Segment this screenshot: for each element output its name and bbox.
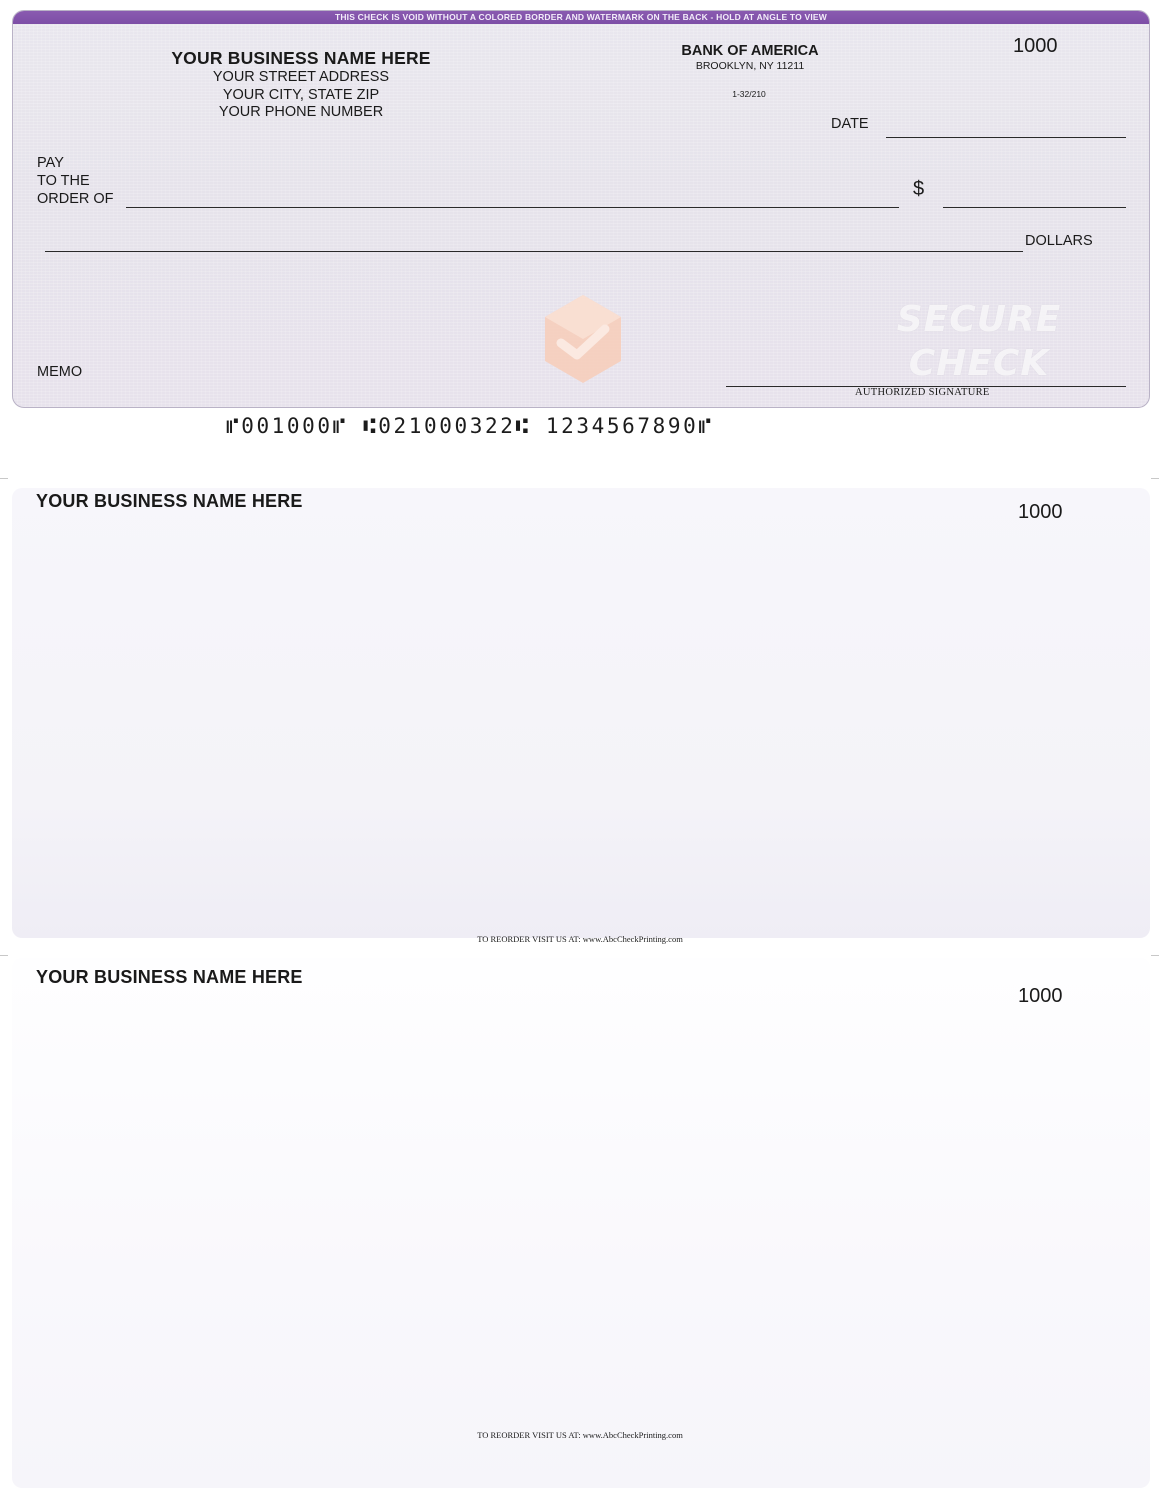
pay-label-line-1: PAY <box>37 155 64 171</box>
watermark-line-2: CHECK <box>908 343 1050 384</box>
pay-label-line-2: TO THE <box>37 173 90 189</box>
written-amount-line[interactable] <box>45 251 1023 252</box>
date-line[interactable] <box>886 137 1126 138</box>
payee-line[interactable] <box>126 207 899 208</box>
voucher-stub-1 <box>12 488 1150 938</box>
date-label: DATE <box>831 116 869 132</box>
check <box>12 10 1150 408</box>
dollars-label: DOLLARS <box>1025 233 1093 249</box>
perforation-mark-right <box>1151 955 1159 956</box>
stub-1-reorder-note: TO REORDER VISIT US AT: www.AbcCheckPrinting.com <box>477 934 683 944</box>
routing-fraction: 1-32/210 <box>732 89 766 99</box>
voucher-stub-2 <box>12 958 1150 1488</box>
business-name: YOUR BUSINESS NAME HERE <box>171 48 431 68</box>
stub-1-business-name: YOUR BUSINESS NAME HERE <box>36 491 303 511</box>
memo-label: MEMO <box>37 364 83 380</box>
secure-check-watermark <box>879 298 1079 386</box>
hexagon-logo-watermark <box>541 291 625 387</box>
perforation-mark-left <box>0 955 8 956</box>
pay-to-label <box>37 154 114 208</box>
bank-name: BANK OF AMERICA <box>681 43 819 59</box>
micr-line: ⑈001000⑈ ⑆021000322⑆ 1234567890⑈ <box>226 414 714 438</box>
stub-2-business-name: YOUR BUSINESS NAME HERE <box>36 967 303 987</box>
stub-1-check-number: 1000 <box>1018 501 1063 523</box>
pay-label-line-3: ORDER OF <box>37 191 114 207</box>
bank-block <box>661 43 839 72</box>
perforation-mark-right <box>1151 478 1159 479</box>
signature-label: AUTHORIZED SIGNATURE <box>855 387 990 398</box>
business-address-block <box>163 48 439 122</box>
perforation-mark-left <box>0 478 8 479</box>
check-number: 1000 <box>1013 35 1058 57</box>
stub-2-reorder-note: TO REORDER VISIT US AT: www.AbcCheckPrinting.com <box>477 1430 683 1440</box>
void-warning-banner: THIS CHECK IS VOID WITHOUT A COLORED BORDER AND WATERMARK ON THE BACK - HOLD AT ANGLE TO VIEW <box>13 11 1149 24</box>
business-city-state-zip: YOUR CITY, STATE ZIP <box>222 86 380 103</box>
dollar-sign: $ <box>913 178 925 200</box>
bank-city: BROOKLYN, NY 11211 <box>695 60 805 72</box>
watermark-line-1: SECURE <box>896 299 1062 340</box>
amount-line[interactable] <box>943 207 1126 208</box>
business-phone: YOUR PHONE NUMBER <box>218 104 384 120</box>
business-street: YOUR STREET ADDRESS <box>212 69 390 85</box>
stub-2-check-number: 1000 <box>1018 985 1063 1007</box>
